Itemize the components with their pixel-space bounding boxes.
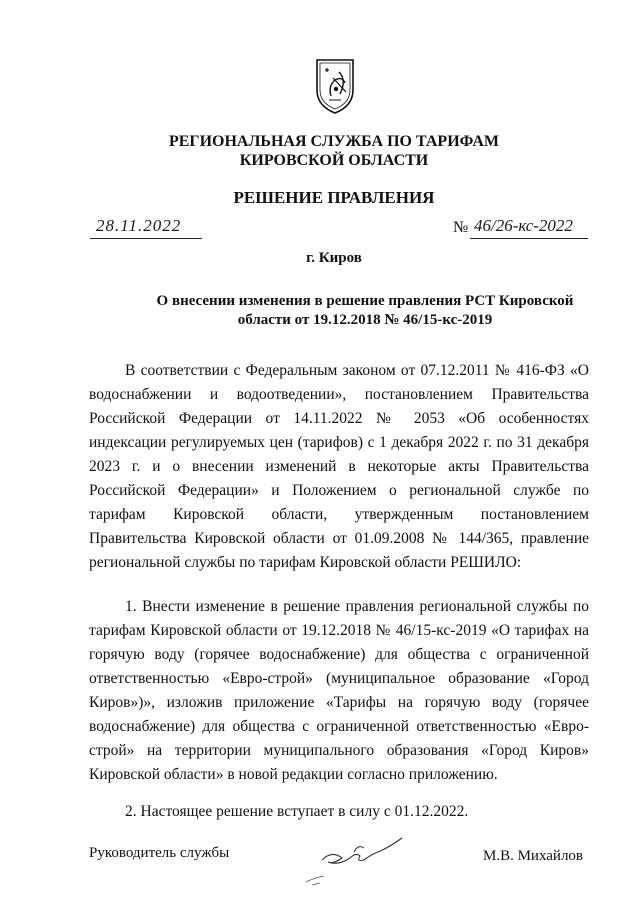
document-title: РЕШЕНИЕ ПРАВЛЕНИЯ	[233, 188, 435, 207]
document-date: 28.11.2022	[96, 216, 182, 235]
handwritten-signature-icon	[298, 832, 438, 892]
signatory-name: М.В. Михайлов	[483, 848, 584, 864]
document-number: 46/26-кс-2022	[474, 216, 573, 235]
paragraph-item-2: 2. Настоящее решение вступает в силу с 01.12.2022.	[125, 803, 469, 820]
city-name: г. Киров	[306, 250, 362, 266]
org-name-line1: РЕГИОНАЛЬНАЯ СЛУЖБА ПО ТАРИФАМ	[168, 133, 500, 150]
document-subject: О внесении изменения в решение правления РСТ Кировской области от 19.12.2018 № 46/15-кс-2019	[156, 293, 574, 328]
paragraph-preamble: В соответствии с Федеральным законом от 07.12.2011 № 416-ФЗ «О водоснабжении и водоотведении», постановлением Правительства Российской Федерации от 14.11.2022 № 2053 «Об особенностях индексации регулируемых цен (тарифов) с 1 декабря 2022 г. по 31 декабря 2023 г. и о внесении изменений в некоторые акты Правительства Российской Федерации» и Положением о региональной службе по тарифам Кировской области, утвержденным постановлением Правительства Кировской области от 01.09.2008 № 144/365, правление региональной службы по тарифам Кировской области РЕШИЛО:	[89, 362, 589, 571]
signatory-position: Руководитель службы	[89, 845, 230, 861]
coat-of-arms-icon	[313, 56, 357, 116]
number-label: №	[453, 219, 469, 236]
paragraph-item-1: 1. Внести изменение в решение правления региональной службы по тарифам Кировской области от 19.12.2018 № 46/15-кс-2019 «О тарифах на горячую воду (горячее водоснабжение) для общества с ограниченной ответственностью «Евро-строй» (муниципальное образование «Город Киров»)», изложив приложение «Тарифы на горячую воду (горячее водоснабжение) для общества с ограниченной ответственностью «Евро-строй» на территории муниципального образования «Город Киров» Кировской области» в новой редакции согласно приложению.	[89, 598, 589, 783]
org-name-line2: КИРОВСКОЙ ОБЛАСТИ	[239, 152, 429, 169]
